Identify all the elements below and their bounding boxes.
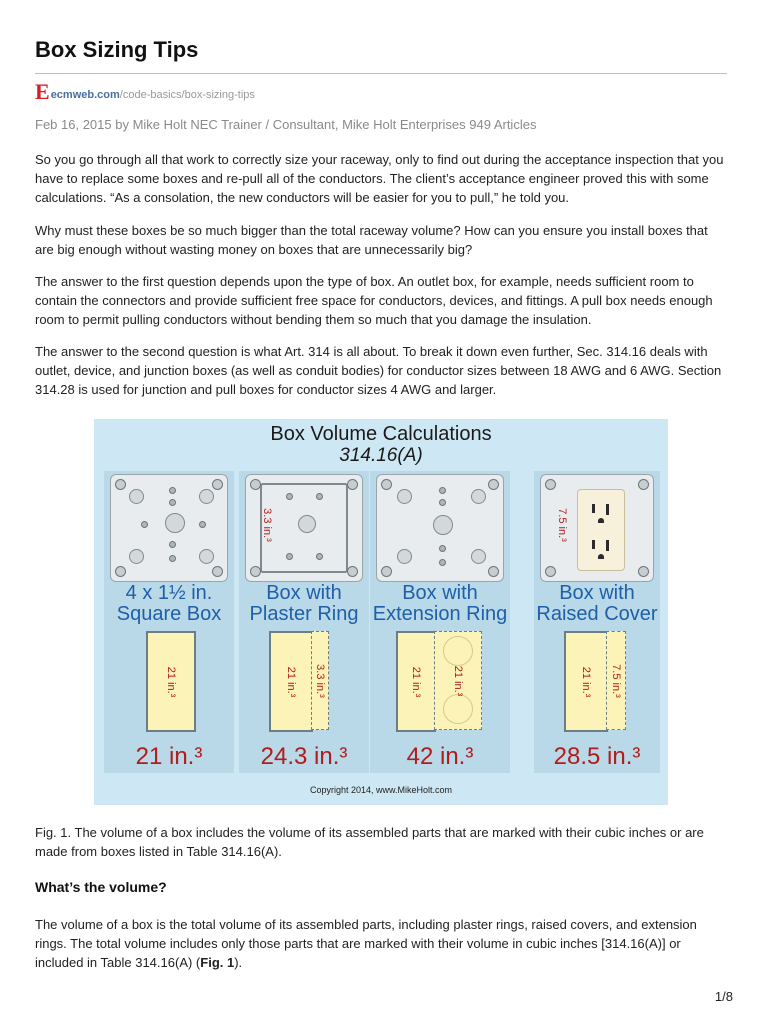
box-volume-figure bbox=[94, 419, 668, 805]
total-volume: 24.3 in.³ bbox=[260, 743, 348, 770]
box-cross-section: 21 in.³ bbox=[146, 631, 196, 732]
source-link[interactable] bbox=[35, 79, 255, 104]
figure-column-raised-cover bbox=[534, 471, 660, 773]
raised-cover-cross-section: 7.5 in.³ bbox=[606, 631, 626, 730]
figure-column-extension-ring bbox=[370, 471, 510, 773]
plaster-ring-box-icon bbox=[245, 474, 363, 582]
section-heading: What’s the volume? bbox=[35, 879, 167, 895]
total-volume: 28.5 in.³ bbox=[553, 743, 641, 770]
paragraph-4: The answer to the second question is what Art. 314 is all about. To break it down even further, Sec. 314.16 deals with outlet, device, and junction boxes (as well as conduit bodies) for conductor sizes between 18 AWG and 6 AWG. Section 314.28 is used for junction and pull boxes for conductor sizes 4 AWG and larger. bbox=[35, 344, 722, 397]
figure-subtitle: 314.16(A) bbox=[339, 445, 423, 466]
column-label: 4 x 1½ in. Square Box bbox=[116, 582, 222, 625]
duplex-receptacle-icon bbox=[577, 489, 625, 571]
raised-cover-outlet-icon bbox=[540, 474, 654, 582]
total-volume: 21 in.³ bbox=[135, 743, 203, 770]
paragraph-2: Why must these boxes be so much bigger than the total raceway volume? How can you ensure you install boxes that are big enough without wasting money on boxes that are unnecessarily big? bbox=[35, 223, 708, 257]
figure-column-plaster-ring bbox=[239, 471, 369, 773]
plaster-ring-volume-label: 3.3 in.³ bbox=[260, 508, 273, 542]
figure-reference: Fig. 1 bbox=[200, 955, 235, 970]
figure-caption: Fig. 1. The volume of a box includes the volume of its assembled parts that are marked with their cubic inches or are made from boxes listed in Table 314.16(A). bbox=[35, 825, 704, 859]
plaster-ring-cross-section: 3.3 in.³ bbox=[311, 631, 329, 730]
title-divider bbox=[35, 73, 727, 74]
box-cross-section: 21 in.³ bbox=[396, 631, 436, 732]
figure-column-square-box bbox=[104, 471, 234, 773]
column-label: Box with Extension Ring bbox=[372, 582, 508, 625]
box-cross-section: 21 in.³ bbox=[564, 631, 608, 732]
article-meta: Feb 16, 2015 by Mike Holt NEC Trainer / Consultant, Mike Holt Enterprises 949 Articles bbox=[35, 117, 537, 132]
column-label: Box with Plaster Ring bbox=[249, 582, 359, 625]
column-label: Box with Raised Cover bbox=[536, 582, 658, 625]
figure-copyright: Copyright 2014, www.MikeHolt.com bbox=[309, 785, 453, 795]
square-box-icon bbox=[110, 474, 228, 582]
source-domain: ecmweb.com bbox=[50, 89, 120, 101]
figure-title: Box Volume Calculations bbox=[270, 423, 492, 445]
page-number: 1/8 bbox=[714, 989, 733, 1004]
article-title: Box Sizing Tips bbox=[35, 37, 199, 62]
paragraph-5: The volume of a box is the total volume of its assembled parts, including plaster rings, raised covers, and extension rings. The total volume includes only those parts that are marked with their volume in cubic inches [314.16(A)] or included in Table 314.16(A) (Fig. 1). bbox=[35, 917, 697, 970]
total-volume: 42 in.³ bbox=[406, 743, 474, 770]
box-cross-section: 21 in.³ bbox=[269, 631, 313, 732]
raised-cover-volume-label: 7.5 in.³ bbox=[555, 508, 568, 542]
extension-ring-cross-section: 21 in.³ bbox=[434, 631, 482, 730]
paragraph-3: The answer to the first question depends upon the type of box. An outlet box, for example, needs sufficient room to contain the connectors and provide sufficient free space for conductors, devices, and fittings. A pull box needs enough room to permit pulling conductors without bending them so much that you damage the insulation. bbox=[35, 274, 713, 327]
ecm-logo-icon: E bbox=[35, 79, 50, 104]
source-path: /code-basics/box-sizing-tips bbox=[119, 89, 255, 101]
extension-ring-box-icon bbox=[376, 474, 504, 582]
paragraph-1: So you go through all that work to correctly size your raceway, only to find out during the acceptance inspection that you have to replace some boxes and re-pull all of the conductors. The client’s acceptance engineer proved this with some calculations. “As a consolation, the new conductors will be easier for you to pull,” he told you. bbox=[35, 152, 724, 205]
